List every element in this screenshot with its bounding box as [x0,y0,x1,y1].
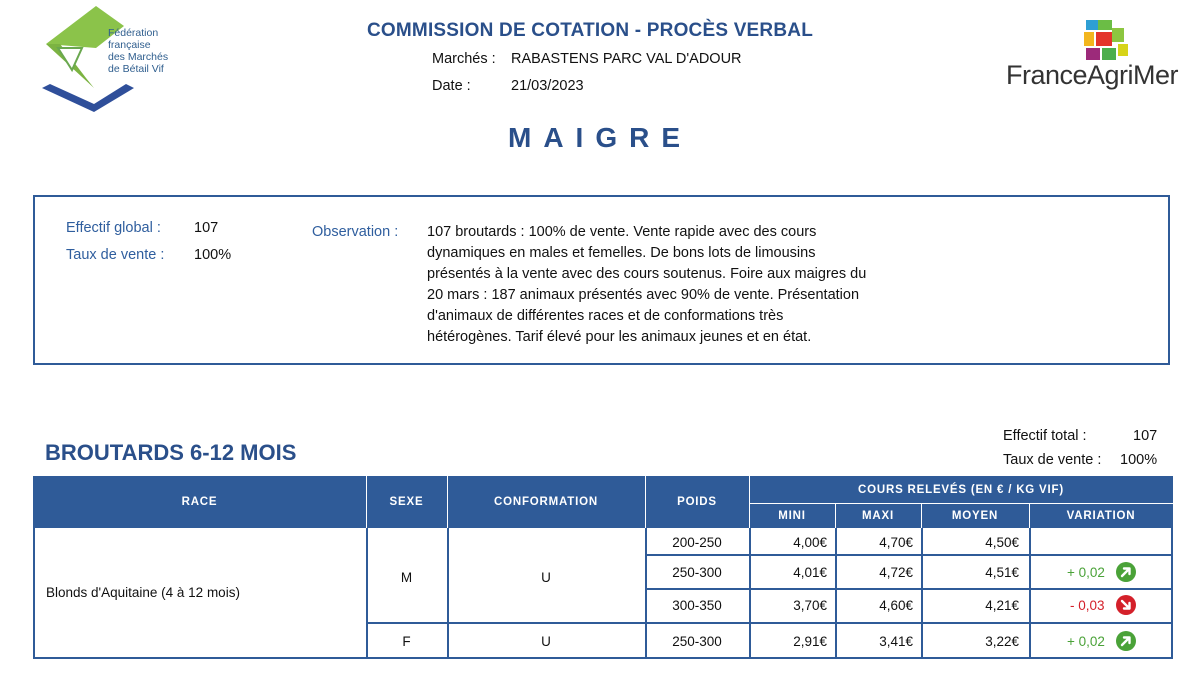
observation-label: Observation : [312,224,399,240]
observation-line: hétérogènes. Tarif élevé pour les animaux jeunes et en état. [427,329,812,345]
sexe-cell: M [400,570,413,585]
observation-line: d'animaux de différentes races et de conformations très [427,308,784,324]
franceagrimer-logo [1000,18,1180,98]
observation-line: 20 mars : 187 animaux présentés avec 90% de vente. Présentation [427,287,860,303]
mini-cell: 2,91€ [793,634,827,649]
maxi-cell: 3,41€ [879,634,913,649]
conformation-cell: U [541,634,551,649]
date-value: 21/03/2023 [511,78,584,94]
sexe-cell: F [402,634,411,649]
federation-line-1: Fédération [108,27,159,39]
section-taux-label: Taux de vente : [1003,452,1102,468]
mini-cell: 3,70€ [793,598,827,613]
mini-cell: 4,00€ [793,535,827,550]
conformation-cell: U [541,570,551,585]
taux-vente-value: 100% [194,247,232,263]
federation-logo [38,4,198,112]
header-conformation: CONFORMATION [494,496,598,508]
variation-cell: - 0,03 [1070,598,1105,613]
franceagrimer-mosaic-icon [1082,18,1142,64]
maxi-cell: 4,72€ [879,565,913,580]
poids-cell: 300-350 [672,598,722,613]
price-table [33,476,1173,659]
observation-line: présentés à la vente avec des cours soutenus. Foire aux maigres du [427,266,867,282]
market-value: RABASTENS PARC VAL D'ADOUR [511,51,742,67]
mini-cell: 4,01€ [793,565,827,580]
main-category-title: MAIGRE [508,122,692,153]
variation-cell: + 0,02 [1067,565,1105,580]
variation-cell: + 0,02 [1067,634,1105,649]
trend-down-icon [1116,595,1136,615]
header-maxi: MAXI [862,510,894,522]
federation-line-2: française [108,39,151,51]
section-title: BROUTARDS 6-12 MOIS [45,440,297,465]
federation-line-3: des Marchés [108,51,169,63]
moyen-cell: 3,22€ [985,634,1019,649]
effectif-global-label: Effectif global : [66,220,161,236]
header-moyen: MOYEN [951,510,999,522]
header-variation: VARIATION [1066,510,1136,522]
trend-up-icon [1116,562,1136,582]
trend-up-icon [1116,631,1136,651]
header-sexe: SEXE [389,496,424,508]
page-title: COMMISSION DE COTATION - PROCÈS VERBAL [366,20,814,41]
section-taux-value: 100% [1120,452,1158,468]
observation-line: dynamiques en males et femelles. De bons lots de limousins [427,245,816,261]
maxi-cell: 4,60€ [879,598,913,613]
franceagrimer-name: FranceAgriMer [1006,60,1179,90]
header-cours: COURS RELEVÉS (EN € / KG VIF) [858,484,1064,496]
poids-cell: 250-300 [672,565,722,580]
taux-vente-label: Taux de vente : [66,247,165,263]
effectif-total-label: Effectif total : [1003,428,1087,444]
moyen-cell: 4,21€ [985,598,1019,613]
moyen-cell: 4,51€ [985,565,1019,580]
poids-cell: 200-250 [672,535,722,550]
header-mini: MINI [778,510,806,522]
moyen-cell: 4,50€ [985,535,1019,550]
market-label: Marchés : [432,51,496,67]
maxi-cell: 4,70€ [879,535,913,550]
race-cell: Blonds d'Aquitaine (4 à 12 mois) [46,585,240,600]
date-label: Date : [432,78,471,94]
poids-cell: 250-300 [672,634,722,649]
effectif-global-value: 107 [194,220,219,236]
header-poids: POIDS [677,496,717,508]
observation-text [427,222,947,348]
effectif-total-value: 107 [1133,428,1158,444]
header-race: RACE [181,496,218,508]
observation-line: 107 broutards : 100% de vente. Vente rapide avec des cours [427,224,817,240]
federation-line-4: de Bétail Vif [108,63,164,75]
